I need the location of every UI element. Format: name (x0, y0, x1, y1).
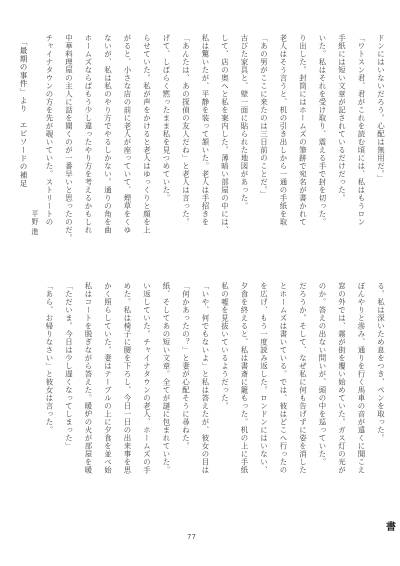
text-column: のか。答えの出ない問いが、頭の中を巡っていた。 (318, 282, 327, 466)
text-column: 紙、そしてあの短い文章。全てが謎に包まれていた。 (162, 282, 171, 474)
text-column: 「何かあったの？」と妻が心配そうに尋ねた。 (181, 282, 191, 450)
text-column: だろうか。そして、なぜ私に何も告げずに姿を消した (298, 282, 308, 474)
text-column: 中華料理屋の主人に話を聞くのが一番早いと思ったのだ。 (64, 34, 74, 242)
text-column: い返していた。チャイナタウンの老人、ホームズの手 (142, 282, 152, 474)
text-column: とホームズは書いている。では、彼はどこへ行ったの (279, 282, 288, 474)
text-column: 古びた家具と、壁一面に貼られた地図があった。 (240, 34, 249, 210)
text-column: 夕食を終えると、私は書斎に籠もった。机の上に手紙 (240, 282, 249, 474)
text-column: 私の嘘を見抜いているようだった。 (220, 282, 230, 410)
text-column: げて、しばらく黙ったまま私を見つめていた。 (162, 34, 171, 202)
text-column: ないが、私は私のやり方でやるしかない。通りの角を曲 (103, 34, 113, 234)
author-name: 平野 進 (31, 210, 39, 236)
text-column: がると、小さな店の前に老人が座っていて、煙草をくゆ (123, 34, 132, 234)
text-column: チャイナタウンの方を先が覗いていた。ストリートの (45, 34, 54, 226)
text-column: 「あの男がここに来たのは三日前のことだ。」 (259, 34, 269, 199)
text-column: ドンにはいないだろう。心配は無用だ。」 (376, 34, 386, 183)
text-column: らせていた。私が声をかけると老人はゆっくりと顔を上 (142, 34, 152, 234)
text-column: 窓の外では、霧が街を覆い始めていた。ガス灯の光が (337, 282, 347, 474)
text-column: ホームズならばもう少し違ったやり方を考えるかもしれ (84, 34, 93, 234)
page-number: 77 (187, 533, 196, 541)
corner-mark: 書 (386, 522, 396, 533)
text-column: 私は驚いたが、平静を装って頷いた。老人は手招きを (201, 34, 210, 226)
story-title: 「最期の事件」より エピソードの補足 (19, 38, 28, 188)
text-column: ぼんやりと滲み、通りを行く馬車の音が遠くに聞こえ (357, 282, 366, 474)
text-column: り出した。封筒にはホームズの筆跡で宛名が書かれて (298, 34, 308, 226)
text-column: 私はコートを脱ぎながら答えた。暖炉の火が部屋を暖 (84, 282, 93, 474)
text-column: めた。私は椅子に腰を下ろし、今日一日の出来事を思 (123, 282, 132, 474)
text-column: を広げ、もう一度読み返した。ロンドンにはいない、 (259, 282, 269, 474)
text-column: 老人はそう言うと、机の引き出しから一通の手紙を取 (279, 34, 288, 226)
text-column: 「あら、お帰りなさい」と彼女は言った。 (45, 282, 54, 434)
text-column: いた。私はそれを受け取り、震える手で封を切った。 (318, 34, 327, 226)
text-column: かく照らしていた。妻はテーブルの上に夕食を並べ始 (103, 282, 113, 474)
text-column: る。私は深いため息をつき、ペンを取った。 (376, 282, 386, 442)
text-column: 「ただいま。今日は少し遅くなってしまった」 (64, 282, 74, 450)
text-column: 「ワトスン君、君がこれを読む頃には、私はもうロン (357, 34, 366, 226)
text-column: 「あんたは、あの探偵の友人だね」と老人は言った。 (181, 34, 191, 226)
text-column: 手紙には短い文章が記されているだけだった。 (337, 34, 347, 202)
text-column: して、店の奥へと私を案内した。薄暗い部屋の中には、 (220, 34, 230, 234)
text-column: 「いや、何でもないよ」と私は答えたが、彼女の目は (201, 282, 210, 474)
